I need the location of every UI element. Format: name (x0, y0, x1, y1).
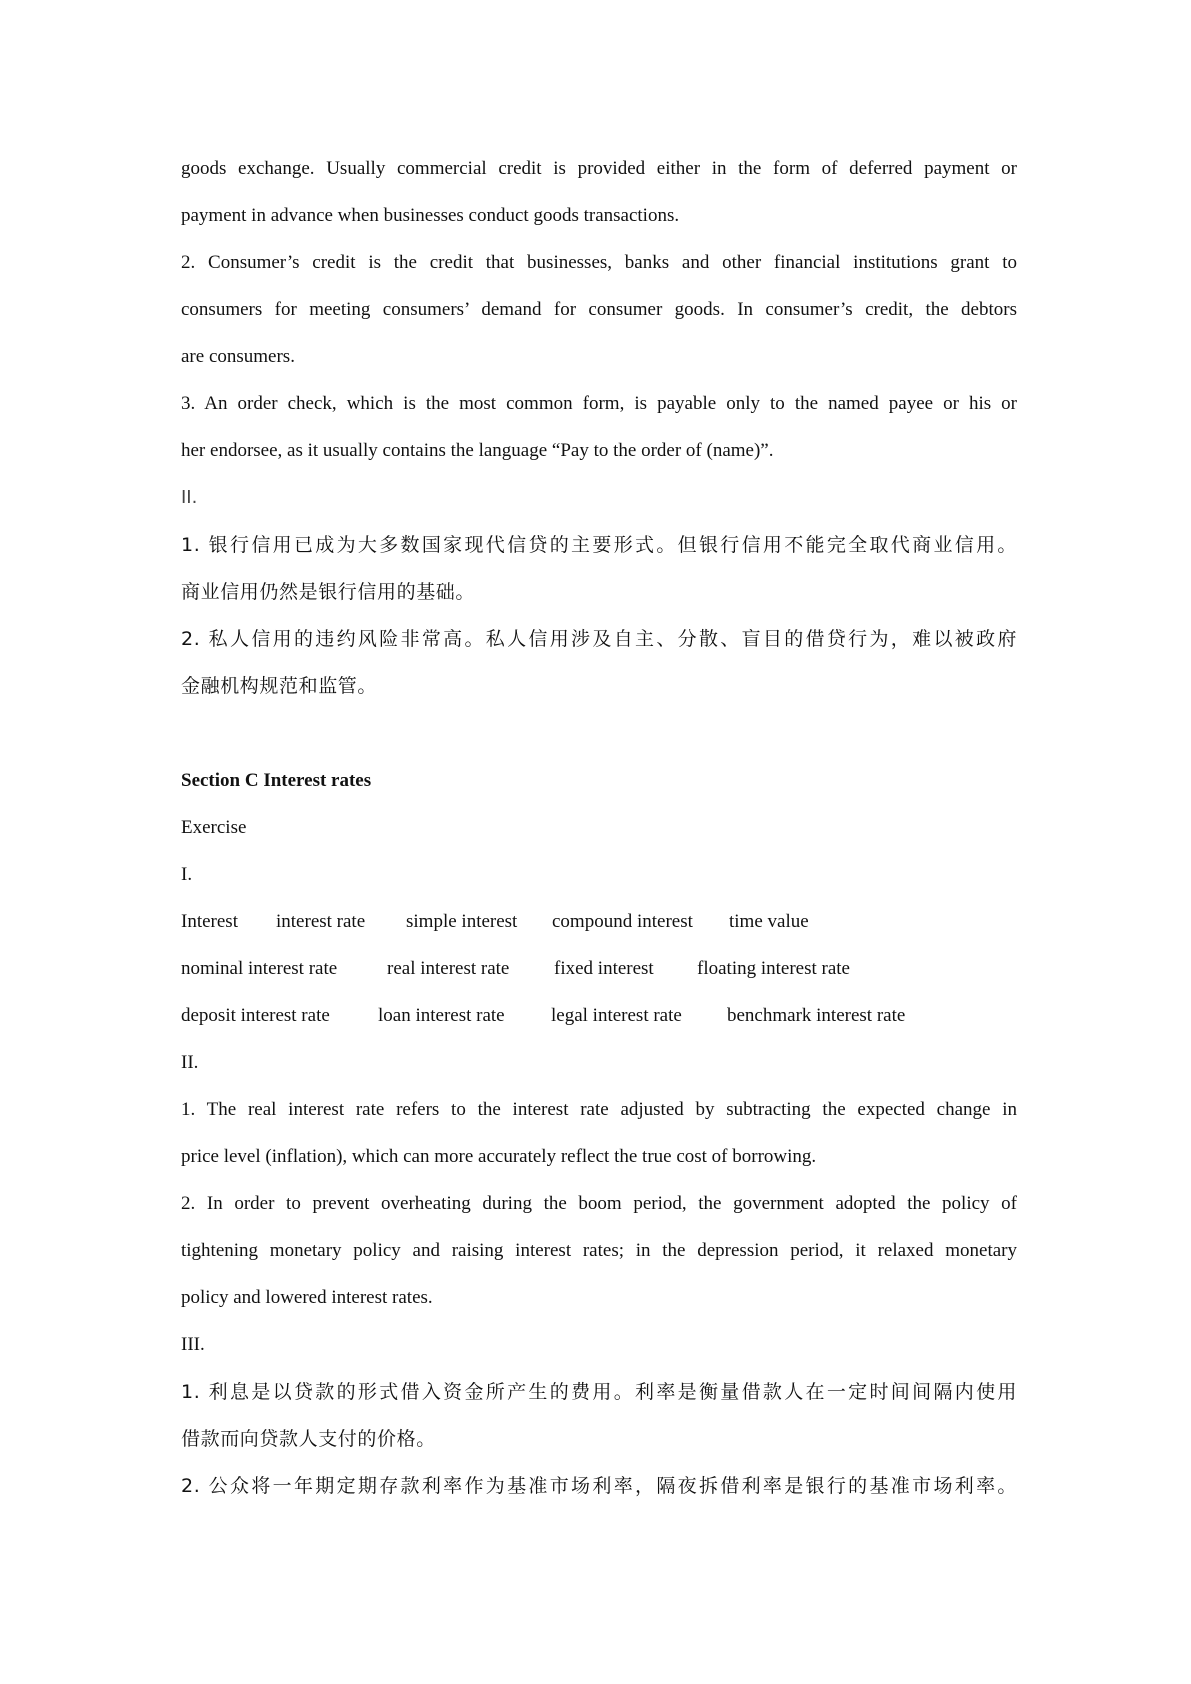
term: floating interest rate (697, 958, 850, 979)
paragraph-line: goods exchange. Usually commercial credit is provided either in the form of deferred payment or (181, 158, 1017, 179)
paragraph-line: 1. The real interest rate refers to the interest rate adjusted by subtracting the expected change in (181, 1099, 1017, 1120)
section-heading: Section C Interest rates (181, 770, 372, 791)
roman-numeral-heading: I. (181, 864, 193, 885)
paragraph-line: policy and lowered interest rates. (181, 1287, 433, 1308)
paragraph-line: payment in advance when businesses conduct goods transactions. (181, 205, 680, 226)
chinese-paragraph-line: 金融机构规范和监管。 (181, 675, 378, 697)
term: deposit interest rate (181, 1005, 330, 1026)
paragraph-line: 3. An order check, which is the most common form, is payable only to the named payee or his or (181, 393, 1017, 414)
paragraph-line: her endorsee, as it usually contains the language “Pay to the order of (name)”. (181, 440, 774, 461)
paragraph-line: are consumers. (181, 346, 295, 367)
term: legal interest rate (551, 1005, 682, 1026)
roman-numeral-heading: II. (181, 487, 198, 508)
chinese-paragraph-line: 1. 银行信用已成为大多数国家现代信贷的主要形式。但银行信用不能完全取代商业信用。 (181, 534, 1017, 556)
chinese-paragraph-line: 商业信用仍然是银行信用的基础。 (181, 581, 476, 603)
chinese-paragraph-line: 2. 公众将一年期定期存款利率作为基准市场利率，隔夜拆借利率是银行的基准市场利率。 (181, 1475, 1017, 1497)
term: time value (729, 911, 809, 932)
term: nominal interest rate (181, 958, 338, 979)
paragraph-line: tightening monetary policy and raising interest rates; in the depression period, it relaxed monetary (181, 1240, 1017, 1261)
paragraph-line: 2. In order to prevent overheating during the boom period, the government adopted the policy of (181, 1193, 1017, 1214)
exercise-label: Exercise (181, 817, 247, 838)
term: Interest (181, 911, 238, 932)
term: compound interest (552, 911, 693, 932)
term: benchmark interest rate (727, 1005, 906, 1026)
paragraph-line: price level (inflation), which can more accurately reflect the true cost of borrowing. (181, 1146, 817, 1167)
paragraph-line: consumers for meeting consumers’ demand for consumer goods. In consumer’s credit, the debtors (181, 299, 1017, 320)
term: simple interest (406, 911, 518, 932)
roman-numeral-heading: III. (181, 1334, 205, 1355)
term: interest rate (276, 911, 366, 932)
chinese-paragraph-line: 借款而向贷款人支付的价格。 (181, 1428, 436, 1450)
roman-numeral-heading: II. (181, 1052, 199, 1073)
chinese-paragraph-line: 1. 利息是以贷款的形式借入资金所产生的费用。利率是衡量借款人在一定时间间隔内使用 (181, 1381, 1017, 1403)
term: real interest rate (387, 958, 510, 979)
term: fixed interest (554, 958, 654, 979)
chinese-paragraph-line: 2. 私人信用的违约风险非常高。私人信用涉及自主、分散、盲目的借贷行为，难以被政府 (181, 628, 1017, 650)
term: loan interest rate (378, 1005, 505, 1026)
paragraph-line: 2. Consumer’s credit is the credit that businesses, banks and other financial institutions grant to (181, 252, 1017, 273)
